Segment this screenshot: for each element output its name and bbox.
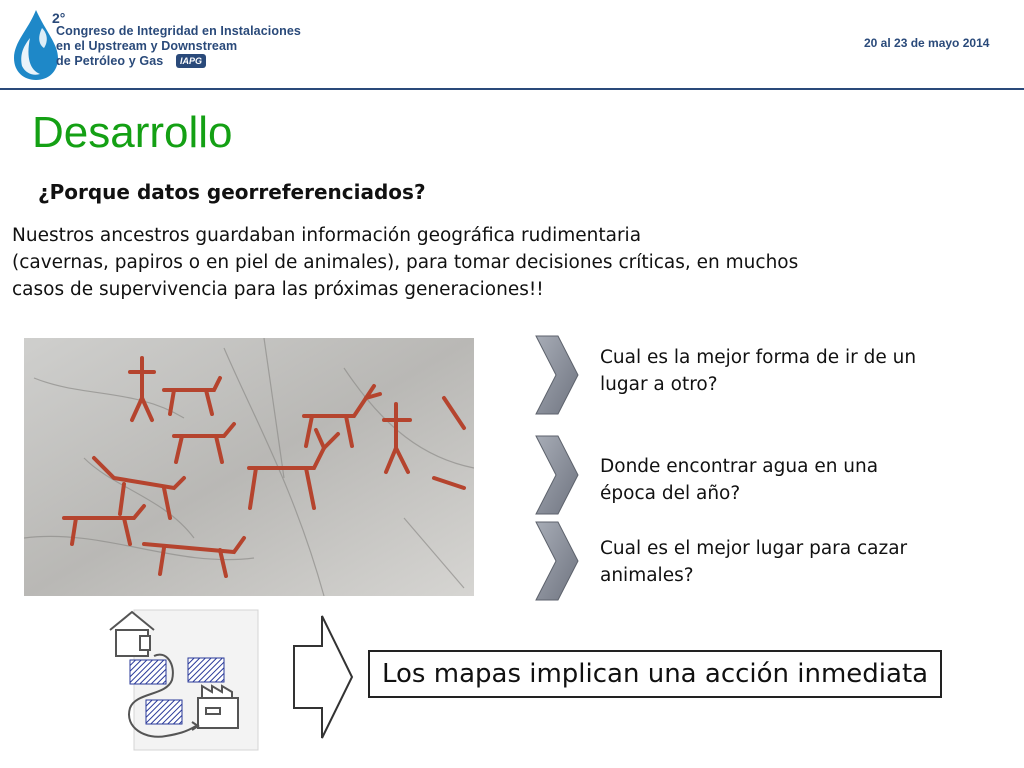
question-line: Cual es la mejor forma de ir de un — [600, 347, 917, 368]
arrow-right-icon — [290, 612, 356, 742]
question-item — [600, 535, 1010, 589]
question-line: Donde encontrar agua en una — [600, 456, 879, 477]
question-item — [600, 453, 1010, 507]
question-line: época del año? — [600, 483, 741, 504]
slide-subtitle: ¿Porque datos georreferenciados? — [38, 180, 426, 204]
slide-title: Desarrollo — [32, 108, 233, 157]
question-item — [600, 344, 1010, 398]
map-sketch-icon — [106, 604, 262, 754]
body-line: casos de supervivencia para las próximas generaciones!! — [12, 279, 544, 300]
chevron-right-icon — [534, 334, 580, 416]
event-date: 20 al 23 de mayo 2014 — [864, 36, 990, 50]
header-divider — [0, 88, 1024, 90]
chevron-right-icon — [534, 434, 580, 516]
question-line: Cual es el mejor lugar para cazar — [600, 538, 908, 559]
congress-title-line: Congreso de Integridad en Instalaciones — [56, 24, 301, 38]
body-line: (cavernas, papiros o en piel de animales), para tomar decisiones críticas, en muchos — [12, 252, 799, 273]
question-line: animales? — [600, 565, 694, 586]
congress-title-line: en el Upstream y Downstream — [56, 39, 238, 53]
rock-art-image — [24, 338, 474, 596]
body-line: Nuestros ancestros guardaban información geográfica rudimentaria — [12, 225, 642, 246]
chevron-right-icon — [534, 520, 580, 602]
conclusion-box: Los mapas implican una acción inmediata — [368, 650, 942, 698]
iapg-badge: IAPG — [176, 54, 206, 68]
logo-superscript: 2° — [52, 10, 66, 26]
congress-title-line: de Petróleo y Gas — [56, 54, 164, 68]
question-line: lugar a otro? — [600, 374, 718, 395]
body-paragraph — [12, 222, 1002, 303]
